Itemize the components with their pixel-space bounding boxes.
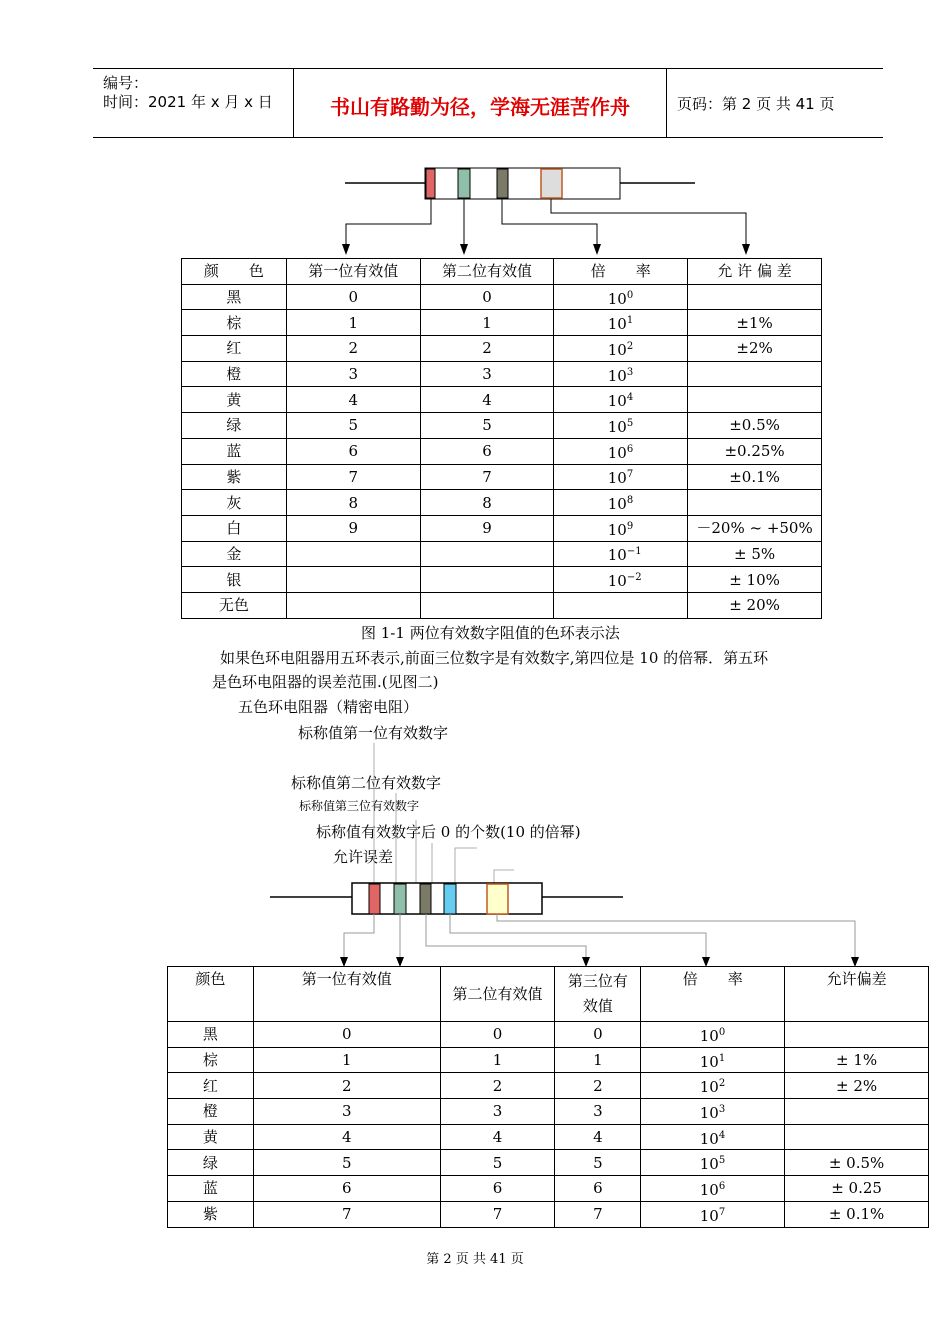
tolerance-cell: ± 0.5% <box>785 1150 929 1176</box>
multiplier-base: 10 <box>607 315 627 334</box>
multiplier-cell <box>554 541 688 567</box>
multiplier-cell <box>641 1047 785 1073</box>
color-name-cell: 银 <box>182 567 287 593</box>
second-digit-cell: 0 <box>420 284 554 310</box>
multiplier-exponent: −2 <box>626 572 642 584</box>
band-4-blue <box>444 884 456 914</box>
five-band-resistor-diagram <box>0 720 950 970</box>
multiplier-exponent: 9 <box>626 520 634 532</box>
multiplier-base: 10 <box>607 469 627 488</box>
color-name-cell: 无色 <box>182 592 287 618</box>
table-row <box>182 336 822 362</box>
second-digit-cell <box>420 541 554 567</box>
doc-number-label: 编号： <box>103 74 149 92</box>
header-third-digit: 第三位有效值 <box>555 967 641 1022</box>
color-name-cell: 白 <box>182 515 287 541</box>
four-band-resistor-diagram <box>0 160 950 260</box>
band-1-red <box>369 884 380 914</box>
second-digit-cell: 3 <box>420 361 554 387</box>
tolerance-cell: ± 1% <box>785 1047 929 1073</box>
second-digit-cell: 5 <box>420 413 554 439</box>
label-first-digit: 标称值第一位有效数字 <box>298 724 449 742</box>
multiplier-exponent: 4 <box>718 1129 726 1141</box>
doc-time-label: 时间：2021 年 x 月 x 日 <box>103 93 273 111</box>
table-row <box>182 413 822 439</box>
first-digit-cell: 1 <box>286 310 420 336</box>
first-digit-cell: 6 <box>253 1176 440 1202</box>
label-tolerance: 允许误差 <box>333 848 394 866</box>
multiplier-cell <box>641 1073 785 1099</box>
table-row <box>168 1150 929 1176</box>
color-name-cell: 红 <box>182 336 287 362</box>
second-digit-cell: 4 <box>440 1124 555 1150</box>
multiplier-cell <box>641 1099 785 1125</box>
third-digit-cell: 0 <box>555 1022 641 1048</box>
tolerance-cell: ±2% <box>688 336 822 362</box>
tolerance-cell <box>688 490 822 516</box>
band-1-red <box>426 169 435 198</box>
table-row <box>182 284 822 310</box>
page-footer: 第 2 页 共 41 页 <box>426 1252 524 1267</box>
second-digit-cell: 2 <box>440 1073 555 1099</box>
color-name-cell: 绿 <box>168 1150 254 1176</box>
multiplier-exponent: 0 <box>626 289 634 301</box>
header-meta-cell <box>93 69 294 137</box>
color-name-cell: 橙 <box>182 361 287 387</box>
first-digit-cell: 4 <box>286 387 420 413</box>
second-digit-cell: 7 <box>420 464 554 490</box>
label-third-digit: 标称值第三位有效数字 <box>299 799 420 813</box>
multiplier-cell <box>554 515 688 541</box>
color-name-cell: 黄 <box>168 1124 254 1150</box>
color-name-cell: 红 <box>168 1073 254 1099</box>
multiplier-base: 10 <box>607 417 627 436</box>
second-digit-cell: 9 <box>420 515 554 541</box>
tolerance-cell <box>688 284 822 310</box>
first-digit-cell: 5 <box>253 1150 440 1176</box>
second-digit-cell <box>420 592 554 618</box>
first-digit-cell <box>286 541 420 567</box>
multiplier-cell <box>641 1124 785 1150</box>
multiplier-exponent: 5 <box>718 1155 726 1167</box>
table-row <box>168 1099 929 1125</box>
table-row <box>168 1022 929 1048</box>
paragraph-line-1: 如果色环电阻器用五环表示,前面三位数字是有效数字,第四位是 10 的倍幂．第五环 <box>220 649 769 667</box>
first-digit-cell: 2 <box>253 1073 440 1099</box>
table-row <box>182 592 822 618</box>
tolerance-cell: ± 5% <box>688 541 822 567</box>
label-multiplier: 标称值有效数字后 0 的个数(10 的倍幂) <box>316 823 581 841</box>
tolerance-cell: ±0.5% <box>688 413 822 439</box>
multiplier-cell <box>554 490 688 516</box>
table-header-row <box>182 259 822 285</box>
multiplier-cell <box>554 361 688 387</box>
first-digit-cell: 1 <box>253 1047 440 1073</box>
second-digit-cell: 3 <box>440 1099 555 1125</box>
table-row <box>182 438 822 464</box>
color-name-cell: 紫 <box>182 464 287 490</box>
table-row <box>168 1124 929 1150</box>
tolerance-cell <box>785 1124 929 1150</box>
motto-text: 书山有路勤为径，学海无涯苦作舟 <box>330 95 630 119</box>
tolerance-cell: ±1% <box>688 310 822 336</box>
table-row <box>168 1201 929 1227</box>
multiplier-exponent: 0 <box>718 1026 726 1038</box>
tolerance-cell: ±0.1% <box>688 464 822 490</box>
table-header-row <box>168 967 929 1022</box>
header-multiplier: 倍 率 <box>554 259 688 285</box>
band-2-green <box>394 884 406 914</box>
table-row <box>182 490 822 516</box>
first-digit-cell: 9 <box>286 515 420 541</box>
tolerance-cell <box>785 1099 929 1125</box>
third-digit-cell: 3 <box>555 1099 641 1125</box>
paragraph-line-2: 是色环电阻器的误差范围.(见图二) <box>212 673 439 691</box>
tolerance-cell: ± 20% <box>688 592 822 618</box>
multiplier-cell <box>641 1201 785 1227</box>
third-digit-cell: 1 <box>555 1047 641 1073</box>
color-name-cell: 橙 <box>168 1099 254 1125</box>
table-row <box>182 387 822 413</box>
color-name-cell: 蓝 <box>182 438 287 464</box>
color-name-cell: 紫 <box>168 1201 254 1227</box>
multiplier-cell <box>554 336 688 362</box>
second-digit-cell: 1 <box>440 1047 555 1073</box>
table-row <box>168 1047 929 1073</box>
tolerance-cell: －20% ~ +50% <box>688 515 822 541</box>
first-digit-cell: 6 <box>286 438 420 464</box>
four-band-color-table <box>181 258 822 619</box>
multiplier-base: 10 <box>699 1155 719 1174</box>
second-digit-cell: 5 <box>440 1150 555 1176</box>
third-digit-cell: 7 <box>555 1201 641 1227</box>
multiplier-exponent: 5 <box>626 417 634 429</box>
band-3-olive <box>497 169 508 198</box>
multiplier-base: 10 <box>607 443 627 462</box>
first-digit-cell: 2 <box>286 336 420 362</box>
first-digit-cell: 0 <box>253 1022 440 1048</box>
multiplier-exponent: 3 <box>718 1103 726 1115</box>
multiplier-exponent: 2 <box>718 1078 726 1090</box>
second-digit-cell: 0 <box>440 1022 555 1048</box>
band-5-tolerance <box>487 884 508 914</box>
multiplier-exponent: 1 <box>626 315 634 327</box>
multiplier-base: 10 <box>607 289 627 308</box>
band-3-olive <box>420 884 431 914</box>
multiplier-exponent: 7 <box>718 1206 726 1218</box>
multiplier-base: 10 <box>699 1052 719 1071</box>
first-digit-cell <box>286 567 420 593</box>
color-name-cell: 蓝 <box>168 1176 254 1202</box>
multiplier-exponent: −1 <box>626 546 642 558</box>
header-tolerance: 允 许 偏 差 <box>688 259 822 285</box>
third-digit-cell: 4 <box>555 1124 641 1150</box>
multiplier-base: 10 <box>699 1078 719 1097</box>
multiplier-exponent: 8 <box>626 495 634 507</box>
header-tolerance: 允许偏差 <box>785 967 929 1022</box>
first-digit-cell: 3 <box>286 361 420 387</box>
table-row <box>168 1176 929 1202</box>
multiplier-cell <box>641 1022 785 1048</box>
multiplier-cell <box>554 413 688 439</box>
multiplier-base: 10 <box>699 1129 719 1148</box>
multiplier-cell <box>554 464 688 490</box>
color-name-cell: 黄 <box>182 387 287 413</box>
multiplier-cell <box>554 592 688 618</box>
color-name-cell: 棕 <box>182 310 287 336</box>
second-digit-cell: 4 <box>420 387 554 413</box>
first-digit-cell: 8 <box>286 490 420 516</box>
multiplier-base: 10 <box>607 340 627 359</box>
multiplier-cell <box>641 1150 785 1176</box>
multiplier-exponent: 4 <box>626 392 634 404</box>
table-row <box>182 361 822 387</box>
header-color: 颜色 <box>168 967 254 1022</box>
multiplier-base: 10 <box>607 546 627 565</box>
tolerance-cell: ± 0.1% <box>785 1201 929 1227</box>
header-first-digit: 第一位有效值 <box>253 967 440 1022</box>
second-digit-cell: 1 <box>420 310 554 336</box>
figure-caption: 图 1-1 两位有效数字阻值的色环表示法 <box>361 624 620 642</box>
table-row <box>182 567 822 593</box>
multiplier-cell <box>641 1176 785 1202</box>
tolerance-cell: ± 0.25 <box>785 1176 929 1202</box>
multiplier-exponent: 1 <box>718 1052 726 1064</box>
first-digit-cell <box>286 592 420 618</box>
multiplier-base: 10 <box>607 572 627 591</box>
document-header <box>93 68 883 138</box>
five-band-color-table <box>167 966 929 1228</box>
header-second-digit: 第二位有效值 <box>440 967 555 1022</box>
multiplier-exponent: 7 <box>626 469 634 481</box>
multiplier-exponent: 6 <box>718 1180 726 1192</box>
table-row <box>182 515 822 541</box>
band-4-tolerance <box>541 169 562 198</box>
multiplier-base: 10 <box>607 520 627 539</box>
table-row <box>182 310 822 336</box>
tolerance-cell <box>688 361 822 387</box>
color-name-cell: 金 <box>182 541 287 567</box>
second-digit-cell <box>420 567 554 593</box>
multiplier-exponent: 6 <box>626 443 634 455</box>
multiplier-base: 10 <box>607 392 627 411</box>
header-first-digit: 第一位有效值 <box>286 259 420 285</box>
color-name-cell: 绿 <box>182 413 287 439</box>
color-name-cell: 棕 <box>168 1047 254 1073</box>
tolerance-cell <box>785 1022 929 1048</box>
second-digit-cell: 2 <box>420 336 554 362</box>
third-digit-cell: 2 <box>555 1073 641 1099</box>
multiplier-cell <box>554 438 688 464</box>
color-name-cell: 黑 <box>182 284 287 310</box>
multiplier-cell <box>554 567 688 593</box>
header-color: 颜 色 <box>182 259 287 285</box>
third-digit-cell: 6 <box>555 1176 641 1202</box>
color-name-cell: 黑 <box>168 1022 254 1048</box>
tolerance-cell: ± 2% <box>785 1073 929 1099</box>
second-digit-cell: 6 <box>420 438 554 464</box>
tolerance-cell: ±0.25% <box>688 438 822 464</box>
multiplier-exponent: 2 <box>626 340 634 352</box>
first-digit-cell: 0 <box>286 284 420 310</box>
multiplier-base: 10 <box>607 366 627 385</box>
multiplier-cell <box>554 310 688 336</box>
label-second-digit: 标称值第二位有效数字 <box>291 774 442 792</box>
first-digit-cell: 7 <box>286 464 420 490</box>
first-digit-cell: 5 <box>286 413 420 439</box>
page-number-label: 页码：第 2 页 共 41 页 <box>677 95 835 113</box>
third-digit-cell: 5 <box>555 1150 641 1176</box>
second-digit-cell: 6 <box>440 1176 555 1202</box>
header-page-cell <box>667 69 883 137</box>
multiplier-base: 10 <box>699 1206 719 1225</box>
table-row <box>182 464 822 490</box>
multiplier-base: 10 <box>607 495 627 514</box>
second-digit-cell: 8 <box>420 490 554 516</box>
tolerance-cell <box>688 387 822 413</box>
table-row <box>182 541 822 567</box>
multiplier-base: 10 <box>699 1180 719 1199</box>
multiplier-base: 10 <box>699 1103 719 1122</box>
multiplier-cell <box>554 387 688 413</box>
five-band-title: 五色环电阻器（精密电阻） <box>238 698 419 716</box>
header-multiplier: 倍 率 <box>641 967 785 1022</box>
tolerance-cell: ± 10% <box>688 567 822 593</box>
first-digit-cell: 3 <box>253 1099 440 1125</box>
table-row <box>168 1073 929 1099</box>
first-digit-cell: 7 <box>253 1201 440 1227</box>
header-motto-cell <box>294 69 667 137</box>
multiplier-cell <box>554 284 688 310</box>
first-digit-cell: 4 <box>253 1124 440 1150</box>
multiplier-exponent: 3 <box>626 366 634 378</box>
band-2-green <box>458 169 470 198</box>
header-second-digit: 第二位有效值 <box>420 259 554 285</box>
multiplier-base: 10 <box>699 1026 719 1045</box>
color-name-cell: 灰 <box>182 490 287 516</box>
second-digit-cell: 7 <box>440 1201 555 1227</box>
